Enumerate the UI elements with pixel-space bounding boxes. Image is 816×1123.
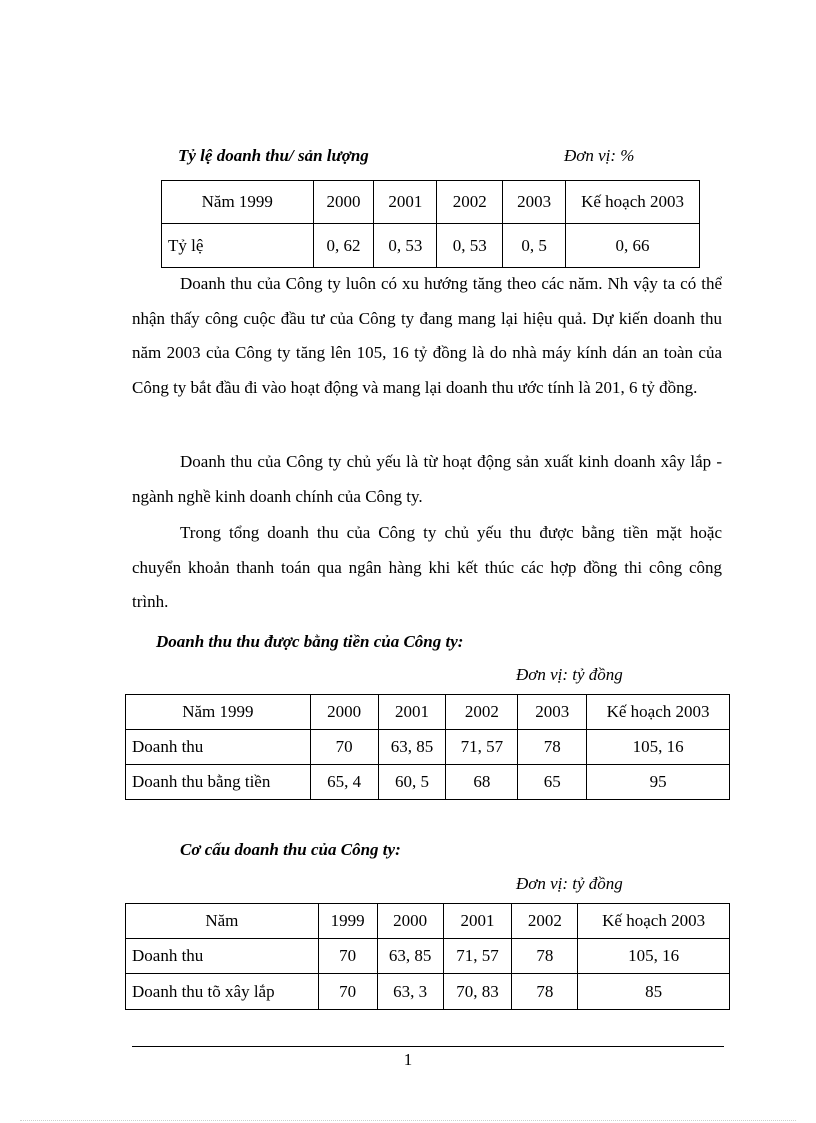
header-cell: Kế hoạch 2003 (587, 695, 730, 730)
cell: 105, 16 (578, 939, 730, 974)
cash-revenue-table (125, 694, 730, 800)
header-cell: Kế hoạch 2003 (566, 181, 700, 224)
cell: 60, 5 (378, 765, 446, 800)
cell: 0, 53 (437, 224, 503, 268)
header-cell: 2003 (518, 695, 587, 730)
ratio-table (161, 180, 700, 268)
table1-unit: Đơn vị: % (564, 146, 635, 165)
table-row (126, 730, 730, 765)
cell: 70 (318, 974, 377, 1010)
header-cell: 2000 (310, 695, 378, 730)
cell: 70, 83 (443, 974, 512, 1010)
table-header-row (126, 695, 730, 730)
page-number: 1 (403, 1050, 413, 1069)
cell: 70 (318, 939, 377, 974)
table-row (126, 939, 730, 974)
row-label: Tỷ lệ (162, 224, 314, 268)
footer-divider (132, 1046, 724, 1047)
paragraph: Trong tổng doanh thu của Công ty chủ yếu thu được bằng tiền mặt hoặc chuyển khoản thanh toán qua ngân hàng khi kết thúc các hợp đồng thi công công trình. (132, 523, 722, 611)
cell: 78 (512, 939, 578, 974)
cell: 0, 62 (313, 224, 374, 268)
header-cell: 2002 (446, 695, 518, 730)
header-cell: 2002 (437, 181, 503, 224)
table-row (126, 765, 730, 800)
header-cell: 2001 (378, 695, 446, 730)
page-bottom-edge (20, 1120, 796, 1121)
cell: 105, 16 (587, 730, 730, 765)
cell: 65, 4 (310, 765, 378, 800)
table2-unit: Đơn vị: tỷ đồng (516, 665, 623, 684)
table-row (126, 974, 730, 1010)
header-cell: 2001 (443, 904, 512, 939)
cell: 70 (310, 730, 378, 765)
cell: 78 (512, 974, 578, 1010)
cell: 63, 85 (377, 939, 443, 974)
cell: 78 (518, 730, 587, 765)
header-cell: 2003 (503, 181, 566, 224)
cell: 68 (446, 765, 518, 800)
table-header-row (162, 181, 700, 224)
cell: 63, 3 (377, 974, 443, 1010)
cell: 0, 66 (566, 224, 700, 268)
header-cell: Năm (126, 904, 319, 939)
cell: 65 (518, 765, 587, 800)
paragraph: Doanh thu của Công ty chủ yếu là từ hoạt động sản xuất kinh doanh xây lắp - ngành nghề kinh doanh chính của Công ty. (132, 452, 722, 506)
table-row (162, 224, 700, 268)
cell: 95 (587, 765, 730, 800)
table3-unit: Đơn vị: tỷ đồng (516, 874, 623, 893)
header-cell: 1999 (318, 904, 377, 939)
table2-caption: Doanh thu thu được bằng tiền của Công ty: (156, 632, 464, 651)
header-cell: Kế hoạch 2003 (578, 904, 730, 939)
header-cell: Năm 1999 (162, 181, 314, 224)
cell: 63, 85 (378, 730, 446, 765)
table3-caption: Cơ cấu doanh thu của Công ty: (180, 840, 401, 859)
revenue-structure-table (125, 903, 730, 1010)
row-label: Doanh thu bằng tiền (126, 765, 311, 800)
table-header-row (126, 904, 730, 939)
cell: 71, 57 (443, 939, 512, 974)
table1-caption: Tỷ lệ doanh thu/ sản lượng (178, 146, 369, 165)
cell: 71, 57 (446, 730, 518, 765)
header-cell: 2001 (374, 181, 437, 224)
row-label: Doanh thu (126, 730, 311, 765)
header-cell: 2000 (377, 904, 443, 939)
cell: 0, 5 (503, 224, 566, 268)
header-cell: 2002 (512, 904, 578, 939)
row-label: Doanh thu tõ xây lắp (126, 974, 319, 1010)
paragraph: Doanh thu của Công ty luôn có xu hướng tăng theo các năm. Nh vậy ta có thể nhận thấy công cuộc đầu tư của Công ty đang mang lại hiệu quả. Dự kiến doanh thu năm 2003 của Công ty tăng lên 105, 16 tỷ đồng là do nhà máy kính dán an toàn của Công ty bắt đầu đi vào hoạt động và mang lại doanh thu ước tính là 201, 6 tỷ đồng. (132, 274, 722, 397)
cell: 85 (578, 974, 730, 1010)
row-label: Doanh thu (126, 939, 319, 974)
header-cell: 2000 (313, 181, 374, 224)
header-cell: Năm 1999 (126, 695, 311, 730)
cell: 0, 53 (374, 224, 437, 268)
